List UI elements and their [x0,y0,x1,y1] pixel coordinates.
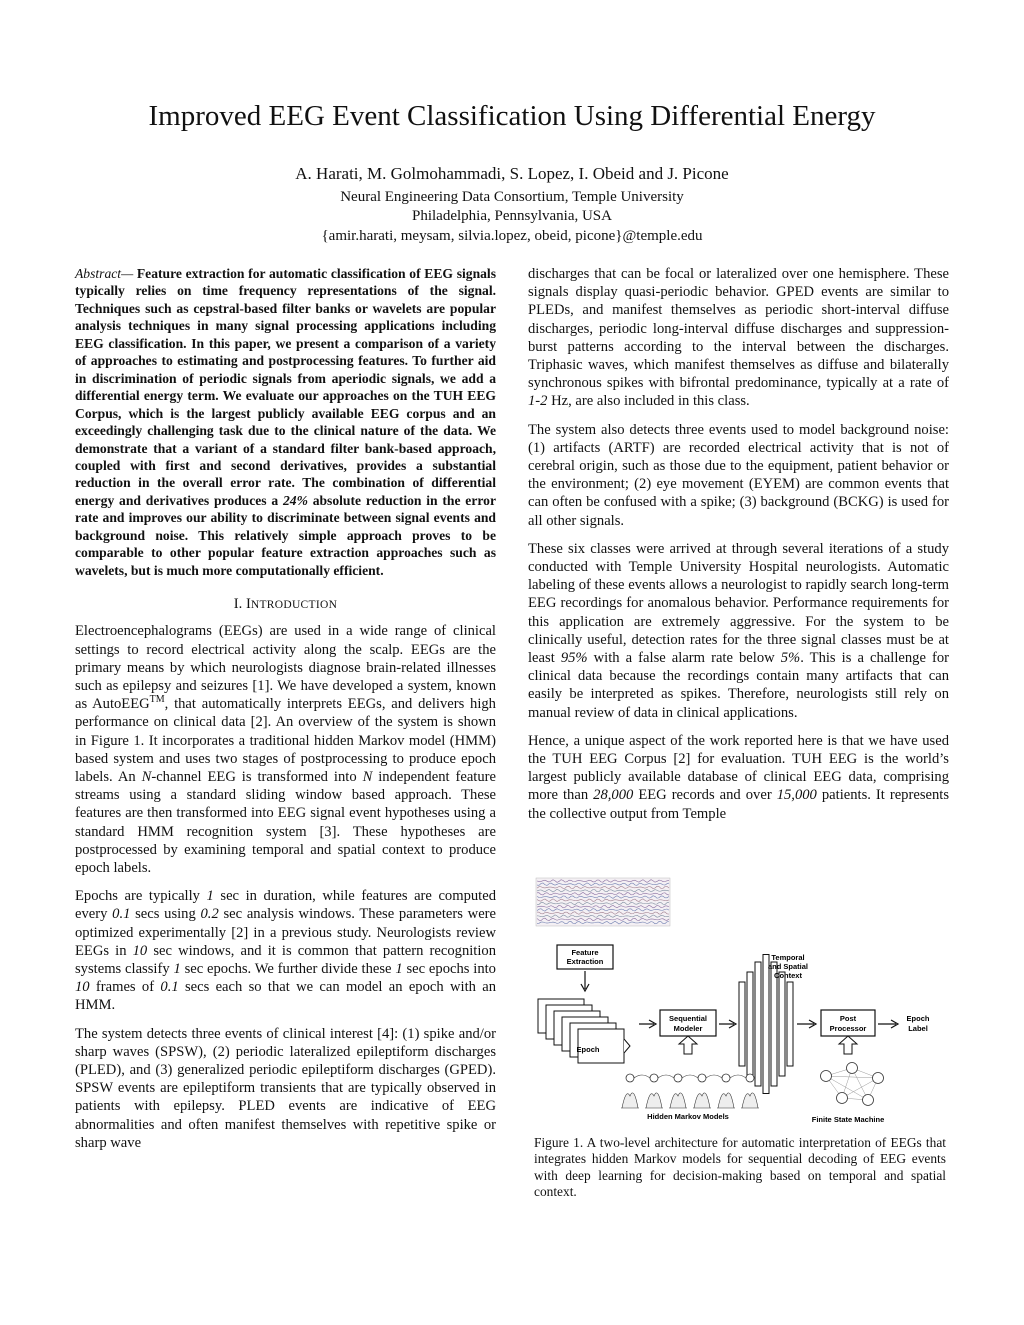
hmm-emission [742,1093,758,1108]
arrow-right-icon [639,1020,656,1028]
arrow-right-icon [719,1020,736,1028]
abstract-lead: Abstract— [75,266,134,281]
architecture-figure [530,872,950,1127]
context-bar [755,962,761,1086]
post-label: Post [839,1014,857,1023]
fsm-edge [826,1076,878,1078]
hmm-state [698,1074,706,1082]
feature-label: Feature [571,948,599,957]
epoch-label: Epoch [576,1045,600,1054]
hmm-label: Hidden Markov Models [647,1112,729,1121]
fsm-diagram [821,1063,884,1106]
intro-paragraph-2: Epochs are typically 1 sec in duration, while features are computed every 0.1 secs using 0.2 sec analysis windows. These parameters were optimized experimentally [2] in a previous study. Neurologists review EEGs in 10 sec windows, and it is common that pattern recognition systems classify 1 sec epochs. We further divide these 1 sec epochs into 10 frames of 0.1 secs each so that we can model an epoch with an HMM. [75,888,497,1014]
intro-paragraph-3: The system detects three events of clinical interest [4]: (1) spike and/or sharp waves (SPSW), (2) periodic lateralized epileptiform discharges (PLED), and (3) generalized periodic epileptiform discharges (GPED). SPSW events are epileptiform transients that are typically observed in patients with epilepsy. PLED events are indicative of EEG abnormalities and often manifest themselves with repetitive spike or sharp wave [75,1025,496,1151]
epoch-output-label: Epoch [906,1014,930,1023]
fsm-state [847,1063,858,1074]
hmm-transition [706,1075,722,1078]
context-bar [787,982,793,1066]
location-line: Philadelphia, Pennsylvania, USA [412,208,612,224]
section-heading-introduction: I. INTRODUCTION [233,596,338,613]
hmm-transition [730,1075,746,1078]
hmm-emission [670,1093,686,1108]
hmm-state [674,1074,682,1082]
left-column [75,265,496,1162]
author-list: A. Harati, M. Golmohammadi, S. Lopez, I. Obeid and J. Picone [295,164,729,183]
abstract: Abstract— Feature extraction for automatic classification of EEG signals typically relies on time frequency representations of the signal. Techniques such as cepstral-based filter banks or wavelets are popular analysis techniques in many signal processing applications including EEG classification. In this paper, we present a comparison of a variety of approaches to estimating and postprocessing features. To further aid in discrimination of periodic signals from aperiodic signals, we add a differential energy term. We evaluate our approaches on the TUH EEG Corpus, which is the largest publicly available EEG corpus and an exceedingly challenging task due to the clinical nature of the data. We demonstrate that a variant of a standard filter bank-based approach, coupled with first and second derivatives, provides a substantial reduction in the overall error rate. The combination of differential energy and derivatives produces a 24% absolute reduction in the error rate and improves our ability to discriminate between signal events and background noise. This relatively simple approach proves to be comparable to other popular feature extraction approaches such as wavelets, but is much more computationally efficient. [75,266,496,578]
context-bar [763,955,769,1094]
hmm-transition [658,1075,674,1078]
hmm-emission [622,1093,638,1108]
modeler-label: Modeler [673,1024,703,1033]
processor-label: Processor [829,1024,867,1033]
figure-caption: Figure 1. A two-level architecture for automatic interpretation of EEGs that integrates hidden Markov models for sequential decoding of EEG events with deep learning for decision-making based on temporal and spatial context. [534,1135,946,1200]
label-output-label: Label [908,1024,928,1033]
fsm-state [873,1073,884,1084]
affiliation-line: Neural Engineering Data Consortium, Temple University [340,189,684,205]
epoch-chevron [624,1039,630,1053]
hmm-transition [682,1075,698,1078]
eeg-signal-image [536,878,670,926]
context-bar [779,972,785,1076]
right-column [528,265,949,833]
arrow-right-icon [797,1020,816,1028]
paper-title: Improved EEG Event Classification Using Differential Energy [148,100,876,132]
arrow-right-icon [878,1020,898,1028]
fsm-state [863,1095,874,1106]
hmm-emission [718,1093,734,1108]
fsm-state [821,1071,832,1082]
sequential-label: Sequential [669,1014,707,1023]
arrow-down-icon [581,971,589,991]
right-paragraph-1: discharges that can be focal or lateralized over one hemisphere. These signals display quasi-periodic behavior. GPED events are similar to PLEDs, and manifest themselves as periodic short-interval diffuse discharges, periodic long-interval diffuse discharges and suppression-burst patterns according to the interval between the discharges. Triphasic waves, which manifest themselves as diffuse and bilaterally synchronous spikes with bifrontal predominance, typically at a rate of 1-2 Hz, are also included in this class. [528,266,949,410]
context-label: Context [774,971,802,980]
hmm-state [746,1074,754,1082]
email-line: {amir.harati, meysam, silvia.lopez, obeid, picone}@temple.edu [321,228,703,244]
arrow-up-icon [679,1036,697,1054]
hmm-diagram [621,1074,759,1108]
right-paragraph-3: These six classes were arrived at through several iterations of a study conducted with Temple University Hospital neurologists. Automatic labeling of these events allows a neurologist to rapidly search long-term EEG recordings for anomalous behavior. Performance requirements for this application are extremely aggressive. For the system to be clinically useful, detection rates for the three signal classes must be at least 95% with a false alarm rate below 5%. This is a challenge for clinical data because the recordings contain many artifacts that can easily be interpreted as spikes. Therefore, neurologists still rely on manual review of data in clinical applications. [528,540,949,721]
hmm-emission [694,1093,710,1108]
extraction-label: Extraction [566,957,604,966]
hmm-emission [646,1093,662,1108]
and-spatial-label: and Spatial [767,962,809,971]
context-bar [747,972,753,1076]
hmm-transition [634,1075,650,1078]
hmm-state [650,1074,658,1082]
temporal-label: Temporal [771,953,805,962]
fsm-state [837,1093,848,1104]
hmm-state [626,1074,634,1082]
right-paragraph-2: The system also detects three events used to model background noise: (1) artifacts (ARTF) are recorded electrical activity that is not of cerebral origin, such as those due to the equipment, patient behavior or the environment; (2) eye movement (EYEM) are common events that can often be confused with a spike; (3) background (BCKG) is used for all other signals. [528,421,949,529]
arrow-up-icon [839,1036,857,1054]
intro-paragraph-1: Electroencephalograms (EEGs) are used in a wide range of clinical settings to record electrical activity along the scalp. EEGs are the primary means by which neurologists diagnose brain-related illnesses such as epilepsy and seizures [1]. We have developed a system, known as AutoEEG™, that automatically interprets EEGs, and delivers high performance on clinical data [2]. An overview of the system is shown in Figure 1. It incorporates a traditional hidden Markov model (HMM) based system and uses two stages of postprocessing to produce epoch labels. An N-channel EEG is transformed into N independent feature streams using a standard sliding window based approach. These features are then transformed into EEG signal event hypotheses using a standard HMM recognition system [3]. These hypotheses are postprocessed by examining temporal and spatial context to produce epoch labels. [75,623,496,876]
fsm-label: Finite State Machine [811,1115,885,1124]
context-bar [739,982,745,1066]
hmm-state [722,1074,730,1082]
right-paragraph-4: Hence, a unique aspect of the work reported here is that we have used the TUH EEG Corpus [2] for evaluation. TUH EEG is the world’s largest publicly available database of clinical EEG data, comprising more than 28,000 EEG records and over 15,000 patients. It represents the collective output from Temple [528,732,950,822]
context-bar [771,962,777,1086]
